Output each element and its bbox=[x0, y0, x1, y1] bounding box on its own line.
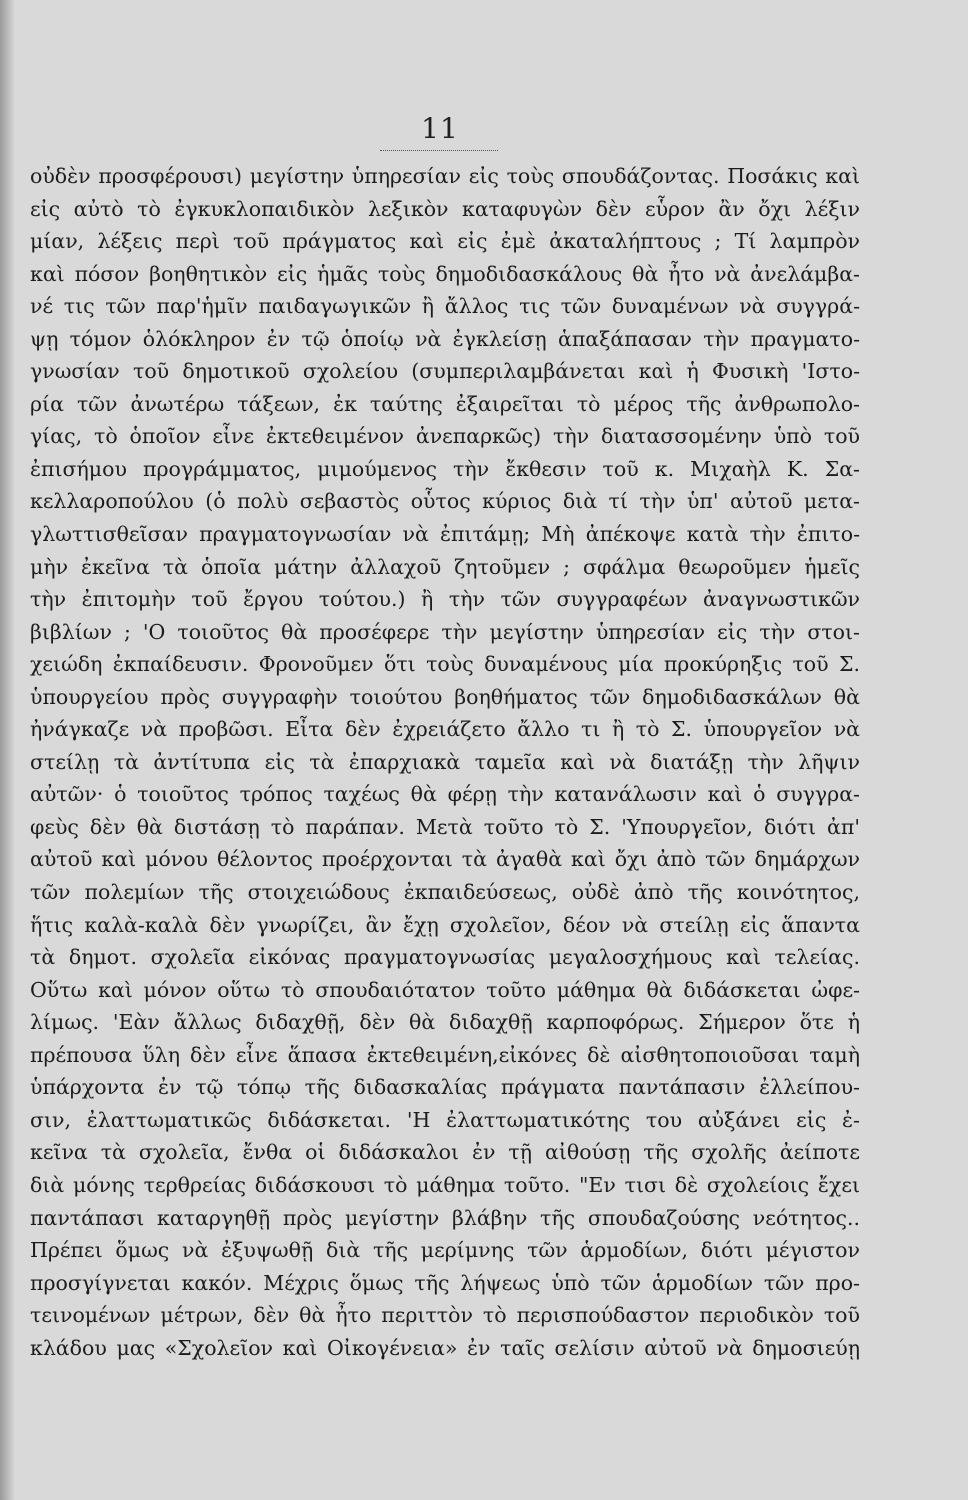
text-line: σιν, ἐλαττωματικῶς διδάσκεται. 'Η ἐλαττωματικότης του αὐξάνει εἰς ἐ- bbox=[30, 1107, 860, 1132]
text-line: εἰς αὐτὸ τὸ ἐγκυκλοπαιδικὸν λεξικὸν καταφυγὼν δὲν εὗρον ἂν ὄχι λέξιν bbox=[30, 196, 860, 221]
text-line: στείλῃ τὰ ἀντίτυπα εἰς τὰ ἐπαρχιακὰ ταμεῖα καὶ νὰ διατάξῃ τὴν λῆψιν bbox=[30, 749, 860, 774]
page-number-rule bbox=[380, 150, 498, 151]
text-line: ὑπουργείου πρὸς συγγραφὴν τοιούτου βοηθήματος τῶν δημοδιδασκάλων θὰ bbox=[30, 684, 860, 709]
text-line: πρέπουσα ὕλη δὲν εἶνε ἅπασα ἐκτεθειμένη,εἰκόνες δὲ αἰσθητοποιοῦσαι ταμὴ bbox=[30, 1042, 860, 1067]
text-line: προσγίγνεται κακόν. Μέχρις ὅμως τῆς λήψεως ὑπὸ τῶν ἁρμοδίων τῶν προ- bbox=[30, 1270, 860, 1295]
page-number: 11 bbox=[421, 112, 459, 145]
text-line: τὴν ἐπιτομὴν τοῦ ἔργου τούτου.) ἢ τὴν τῶν συγγραφέων ἀναγνωστικῶν bbox=[30, 587, 860, 612]
text-line: Οὕτω καὶ μόνον οὕτω τὸ σπουδαιότατον τοῦτο μάθημα θὰ διδάσκεται ὠφε- bbox=[30, 977, 860, 1002]
text-line: διὰ μόνης τερθρείας διδάσκουσι τὸ μάθημα τοῦτο. "Εν τισι δὲ σχολείοις ἔχει bbox=[30, 1172, 860, 1197]
text-line: μίαν, λέξεις περὶ τοῦ πράγματος καὶ εἰς ἐμὲ ἀκαταλήπτους ; Τί λαμπρὸν bbox=[30, 229, 860, 254]
text-line: αὐτῶν· ὁ τοιοῦτος τρόπος ταχέως θὰ φέρῃ τὴν κατανάλωσιν καὶ ὁ συγγρα- bbox=[30, 782, 860, 807]
text-line: τεινομένων μέτρων, δὲν θὰ ἦτο περιττὸν τὸ περισπούδαστον περιοδικὸν τοῦ bbox=[30, 1303, 860, 1328]
text-line: φεὺς δὲν θὰ διστάσῃ τὸ παράπαν. Μετὰ τοῦτο τὸ Σ. 'Υπουργεῖον, διότι ἀπ' bbox=[30, 814, 860, 839]
text-line: καὶ πόσον βοηθητικὸν εἰς ἡμᾶς τοὺς δημοδιδασκάλους θὰ ἦτο νὰ ἀνελάμβα- bbox=[30, 261, 860, 286]
text-line: γνωσίαν τοῦ δημοτικοῦ σχολείου (συμπεριλαμβάνεται καὶ ἡ Φυσικὴ 'Ιστο- bbox=[30, 359, 860, 384]
text-line: κλάδου μας «Σχολεῖον καὶ Οἰκογένεια» ἐν ταῖς σελίσιν αὐτοῦ νὰ δημοσιεύῃ bbox=[30, 1335, 860, 1360]
text-line: χειώδη ἐκπαίδευσιν. Φρονοῦμεν ὅτι τοὺς δυναμένους μία προκύρηξις τοῦ Σ. bbox=[30, 652, 860, 677]
text-line: γίας, τὸ ὁποῖον εἶνε ἐκτεθειμένον ἀνεπαρκῶς) τὴν διατασσομένην ὑπὸ τοῦ bbox=[30, 424, 860, 449]
text-line: οὐδὲν προσφέρουσι) μεγίστην ὑπηρεσίαν εἰς τοὺς σπουδάζοντας. Ποσάκις καὶ bbox=[30, 164, 860, 188]
body-text bbox=[30, 160, 860, 1364]
text-line: μὴν ἐκεῖνα τὰ ὁποῖα μάτην ἀλλαχοῦ ζητοῦμεν ; σφάλμα θεωροῦμεν ἡμεῖς bbox=[30, 554, 860, 579]
text-line: αὐτοῦ καὶ μόνου θέλοντος προέρχονται τὰ ἀγαθὰ καὶ ὄχι ἀπὸ τῶν δημάρχων bbox=[30, 847, 860, 872]
text-line: Πρέπει ὅμως νὰ ἐξυψωθῇ διὰ τῆς μερίμνης τῶν ἁρμοδίων, διότι μέγιστον bbox=[30, 1238, 860, 1263]
text-line: ἠνάγκαζε νὰ προβῶσι. Εἶτα δὲν ἐχρειάζετο ἄλλο τι ἢ τὸ Σ. ὑπουργεῖον νὰ bbox=[30, 717, 860, 742]
binding-edge bbox=[0, 0, 14, 1500]
text-line: ὑπάρχοντα ἐν τῷ τόπῳ τῆς διδασκαλίας πράγματα παντάπασιν ἐλλείπου- bbox=[30, 1075, 860, 1100]
text-line: βιβλίων ; 'Ο τοιοῦτος θὰ προσέφερε τὴν μεγίστην ὑπηρεσίαν εἰς τὴν στοι- bbox=[30, 619, 860, 644]
text-line: τῶν πολεμίων τῆς στοιχειώδους ἐκπαιδεύσεως, οὐδὲ ἀπὸ τῆς κοινότητος, bbox=[30, 880, 860, 905]
text-line: νέ τις τῶν παρ'ἡμῖν παιδαγωγικῶν ἢ ἄλλος τις τῶν δυναμένων νὰ συγγρά- bbox=[30, 294, 860, 319]
text-line: τὰ δημοτ. σχολεῖα εἰκόνας πραγματογνωσίας μεγαλοσχήμους καὶ τελείας. bbox=[30, 945, 860, 970]
text-line: κελλαροπούλου (ὁ πολὺ σεβαστὸς οὗτος κύριος διὰ τί τὴν ὑπ' αὐτοῦ μετα- bbox=[30, 489, 860, 514]
text-line: ἐπισήμου προγράμματος, μιμούμενος τὴν ἔκθεσιν τοῦ κ. Μιχαὴλ Κ. Σα- bbox=[30, 456, 860, 481]
text-line: γλωττισθεῖσαν πραγματογνωσίαν νὰ ἐπιτάμῃ; Μὴ ἀπέκοψε κατὰ τὴν ἐπιτο- bbox=[30, 522, 860, 547]
text-line: λίμως. 'Εὰν ἄλλως διδαχθῇ, δὲν θὰ διδαχθῇ καρποφόρως. Σήμερον ὅτε ἡ bbox=[30, 1010, 860, 1035]
text-line: ψῃ τόμον ὁλόκληρον ἐν τῷ ὁποίῳ νὰ ἐγκλείσῃ ἁπαξάπασαν τὴν πραγματο- bbox=[30, 326, 860, 351]
text-line: ἥτις καλὰ-καλὰ δὲν γνωρίζει, ἂν ἔχῃ σχολεῖον, δέον νὰ στείλῃ εἰς ἅπαντα bbox=[30, 912, 860, 937]
text-line: παντάπασι καταργηθῇ πρὸς μεγίστην βλάβην τῆς σπουδαζούσης νεότητος.. bbox=[30, 1205, 860, 1230]
text-line: ρία τῶν ἀνωτέρω τάξεων, ἐκ ταύτης ἐξαιρεῖται τὸ μέρος τῆς ἀνθρωπολο- bbox=[30, 391, 860, 416]
text-line: κεῖνα τὰ σχολεῖα, ἔνθα οἱ διδάσκαλοι ἐν τῇ αἰθούσῃ τῆς σχολῆς ἀείποτε bbox=[30, 1140, 860, 1165]
